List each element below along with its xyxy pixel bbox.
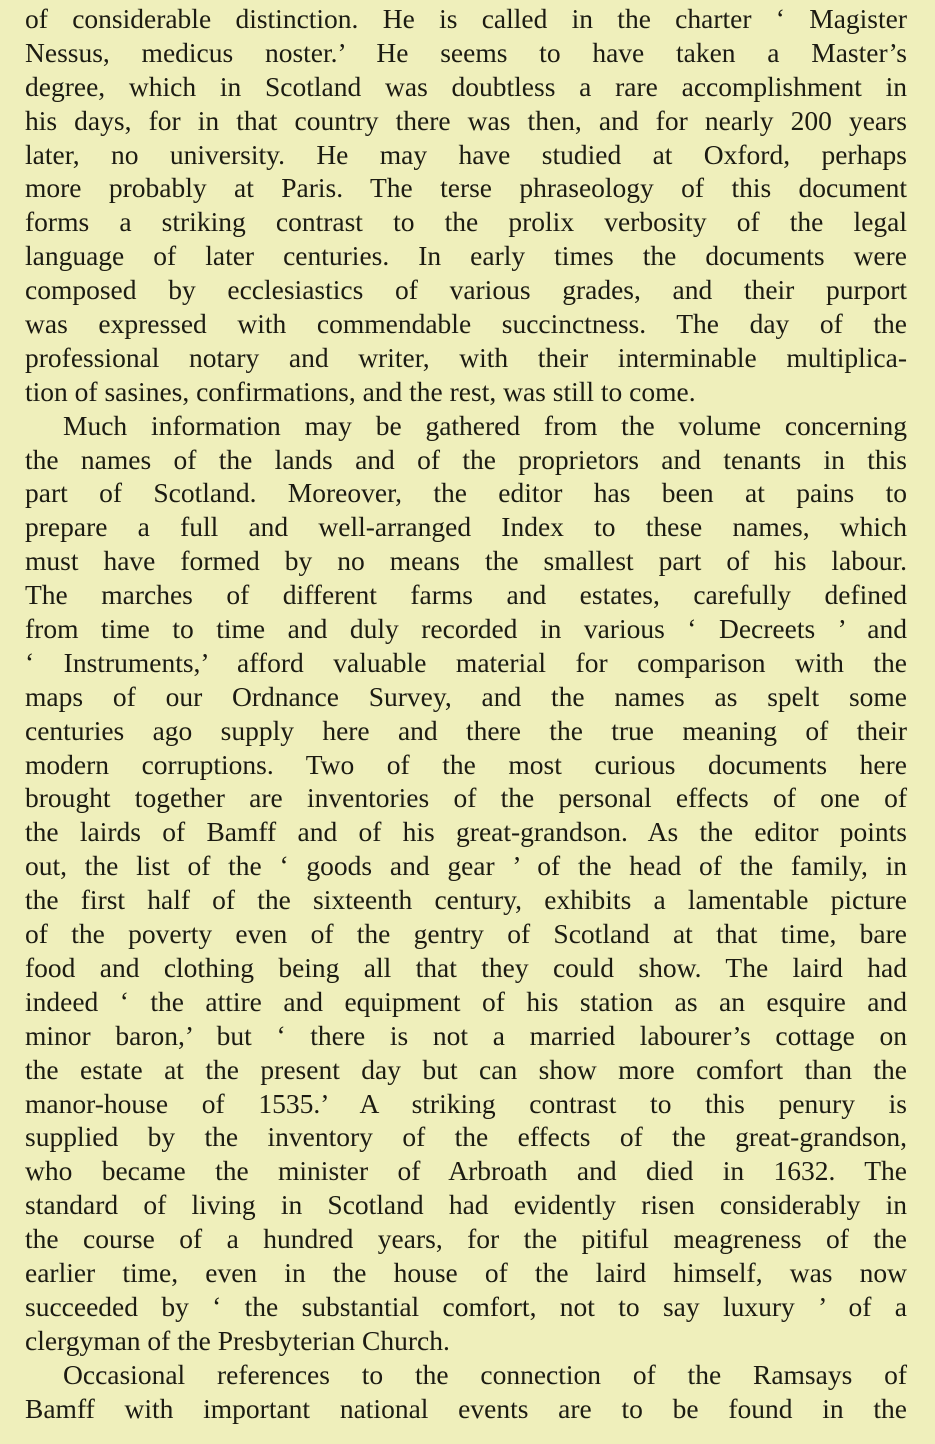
text-line: must have formed by no means the smallest part of his labour. — [25, 545, 907, 577]
text-line: indeed ‘ the attire and equipment of his station as an esquire and — [25, 985, 907, 1017]
text-line: Much information may be gathered from the volume concerning — [63, 409, 907, 441]
text-line: the course of a hundred years, for the pitiful meagreness of the — [25, 1223, 907, 1255]
text-line: food and clothing being all that they could show. The laird had — [25, 951, 907, 983]
text-line: more probably at Paris. The terse phraseology of this document — [25, 172, 907, 204]
text-line: the names of the lands and of the proprietors and tenants in this — [25, 443, 907, 475]
text-line: later, no university. He may have studied at Oxford, perhaps — [25, 138, 907, 170]
text-line: maps of our Ordnance Survey, and the names as spelt some — [25, 680, 907, 712]
text-line: degree, which in Scotland was doubtless a rare accomplishment in — [25, 70, 907, 102]
text-line: manor-house of 1535.’ A striking contrast to this penury is — [25, 1087, 907, 1119]
paragraph — [25, 2, 907, 409]
text-line: minor baron,’ but ‘ there is not a married labourer’s cottage on — [25, 1019, 907, 1051]
text-line: The marches of different farms and estates, carefully defined — [25, 579, 907, 611]
text-line: clergyman of the Presbyterian Church. — [25, 1324, 450, 1356]
text-line: supplied by the inventory of the effects of the great-grandson, — [25, 1121, 907, 1153]
text-line: who became the minister of Arbroath and died in 1632. The — [25, 1155, 907, 1187]
text-line: composed by ecclesiastics of various grades, and their purport — [25, 274, 907, 306]
text-line: the first half of the sixteenth century, exhibits a lamentable picture — [25, 884, 907, 916]
paragraph — [25, 1358, 907, 1426]
text-line: language of later centuries. In early times the documents were — [25, 240, 907, 272]
text-line: the estate at the present day but can show more comfort than the — [25, 1053, 907, 1085]
text-line: brought together are inventories of the personal effects of one of — [25, 782, 907, 814]
text-line: ‘ Instruments,’ afford valuable material for comparison with the — [25, 646, 907, 678]
text-line: was expressed with commendable succinctness. The day of the — [25, 308, 907, 340]
text-line: part of Scotland. Moreover, the editor has been at pains to — [25, 477, 907, 509]
text-line: from time to time and duly recorded in various ‘ Decreets ’ and — [25, 613, 907, 645]
text-line: succeeded by ‘ the substantial comfort, not to say luxury ’ of a — [25, 1290, 907, 1322]
text-line: Occasional references to the connection of the Ramsays of — [63, 1358, 907, 1390]
text-line: of considerable distinction. He is called in the charter ‘ Magister — [25, 3, 907, 34]
text-line: out, the list of the ‘ goods and gear ’ of the head of the family, in — [25, 850, 907, 882]
text-line: modern corruptions. Two of the most curious documents here — [25, 748, 907, 780]
text-line: tion of sasines, confirmations, and the rest, was still to come. — [25, 375, 696, 407]
text-line: Nessus, medicus noster.’ He seems to have taken a Master’s — [25, 36, 907, 68]
text-line: centuries ago supply here and there the true meaning of their — [25, 714, 907, 746]
text-line: of the poverty even of the gentry of Scotland at that time, bare — [25, 918, 907, 950]
text-line: forms a striking contrast to the prolix verbosity of the legal — [25, 206, 907, 238]
text-line: earlier time, even in the house of the laird himself, was now — [25, 1256, 907, 1288]
text-line: the lairds of Bamff and of his great-grandson. As the editor points — [25, 816, 907, 848]
text-line: his days, for in that country there was then, and for nearly 200 years — [25, 104, 907, 136]
text-line: Bamff with important national events are to be found in the — [25, 1392, 907, 1424]
text-line: prepare a full and well-arranged Index to these names, which — [25, 511, 907, 543]
book-page-text — [25, 2, 907, 1425]
paragraph — [25, 409, 907, 1358]
text-line: professional notary and writer, with their interminable multiplica- — [25, 341, 907, 373]
text-line: standard of living in Scotland had evidently risen considerably in — [25, 1189, 907, 1221]
